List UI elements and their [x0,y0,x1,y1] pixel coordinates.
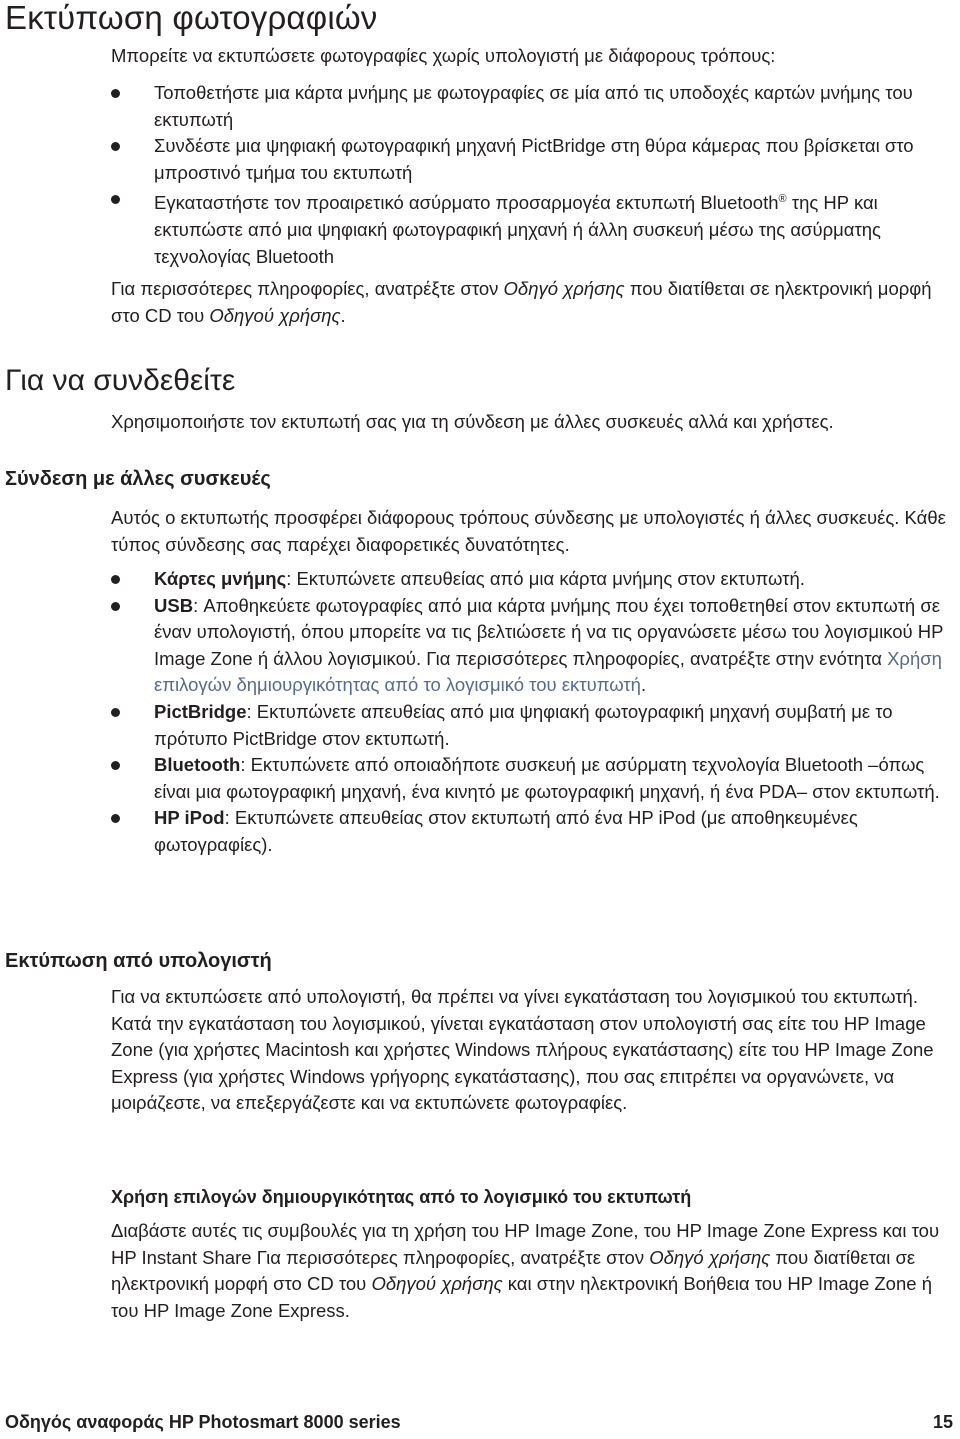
text: Για περισσότερες πληροφορίες, ανατρέξτε στον [111,278,504,299]
guide-title: Οδηγό χρήσης [649,1246,771,1268]
list-item [111,80,956,133]
creative-heading: Χρήση επιλογών δημιουργικότητας από το λογισμικό του εκτυπωτή [111,1187,692,1207]
bullet-text: Τοποθετήστε μια κάρτα μνήμης με φωτογραφίες σε μία από τις υποδοχές καρτών μνήμης του εκτυπωτή [154,82,913,130]
creative-options-link[interactable]: Χρήση επιλογών δημιουργικότητας από το λογισμικό του εκτυπωτή [154,647,942,696]
list-item [111,133,956,186]
intro-paragraph: Μπορείτε να εκτυπώσετε φωτογραφίες χωρίς υπολογιστή με διάφορους τρόπους: [111,45,776,66]
bullet-icon [111,575,120,584]
registered-mark: ® [778,193,787,206]
footer-title: Οδηγός αναφοράς HP Photosmart 8000 series [5,1412,401,1432]
page-number: 15 [933,1412,954,1432]
list-item [111,805,956,858]
bullet-icon [111,761,120,770]
term: USB [154,594,194,616]
bullet-icon [111,602,120,611]
text: και στην ηλεκτρονική Βοήθεια του HP Image Zone ή του HP Image Zone Express. [111,1273,932,1321]
connect-paragraph: Χρησιμοποιήστε τον εκτυπωτή σας για τη σύνδεση με άλλες συσκευές αλλά και χρήστες. [111,411,834,432]
bullet-icon [111,708,120,717]
list-item [111,593,956,699]
term: HP iPod [154,807,225,829]
bullet-text: Συνδέστε μια ψηφιακή φωτογραφική μηχανή PictBridge στη θύρα κάμερας που βρίσκεται στο μπροστινό τμήμα του εκτυπωτή [154,135,914,183]
computer-heading: Εκτύπωση από υπολογιστή [5,950,272,972]
bullet-icon [111,814,120,823]
guide-title: Οδηγό χρήσης [503,278,625,299]
list-item [111,699,956,752]
bullet-text: Εγκαταστήστε τον προαιρετικό ασύρματο προσαρμογέα εκτυπωτή Bluetooth [154,192,779,214]
more-info-paragraph [111,276,956,329]
text: . [340,304,346,326]
description-tail: . [640,674,647,696]
description: : Εκτυπώνετε απευθείας στον εκτυπωτή από ένα HP iPod (με αποθηκευμένες φωτογραφίες). [154,807,858,855]
guide-title: Οδηγού χρήσης [209,304,341,326]
bullet-icon [111,195,120,204]
description: : Εκτυπώνετε απευθείας από μια κάρτα μνήμης στον εκτυπωτή. [286,568,805,589]
intro-bullet-list [111,80,956,270]
list-item [111,566,956,593]
page-title: Εκτύπωση φωτογραφιών [5,0,378,36]
bullet-text-tail: της HP και εκτυπώστε από μια ψηφιακή φωτογραφική μηχανή ή άλλη συσκευή μέσω της ασύρματης τεχνολογίας Bluetooth [154,192,881,267]
devices-heading: Σύνδεση με άλλες συσκευές [5,468,271,490]
devices-list [111,566,956,859]
term: Bluetooth [154,754,241,776]
text: που διατίθεται σε ηλεκτρονική μορφή στο CD του [111,1246,916,1295]
bullet-icon [111,89,120,98]
list-item [111,186,956,270]
term: Κάρτες μνήμης [154,568,287,589]
guide-title: Οδηγού χρήσης [371,1273,503,1295]
computer-paragraph: Για να εκτυπώσετε από υπολογιστή, θα πρέπει να γίνει εγκατάσταση του λογισμικού του εκτυπωτή. Κατά την εγκατάσταση του λογισμικού, γίνεται εγκατάσταση στον υπολογιστή σας είτε του HP Image Zone (για χρήστες Macintosh και χρήστες Windows πλήρους εγκατάστασης) είτε του HP Image Zone Express (για χρήστες Windows γρήγορης εγκατάστασης), που σας επιτρέπει να οργανώνετε, να μοιράζεστε, να επεξεργάζεστε και να εκτυπώνετε φωτογραφίες. [111,986,934,1114]
devices-paragraph: Αυτός ο εκτυπωτής προσφέρει διάφορους τρόπους σύνδεσης με υπολογιστές ή άλλες συσκευές. Κάθε τύπος σύνδεσης σας παρέχει διαφορετικές δυνατότητες. [111,507,946,555]
description: : Εκτυπώνετε απευθείας από μια ψηφιακή φωτογραφική μηχανή συμβατή με το πρότυπο PictBridge στον εκτυπωτή. [154,700,893,749]
text: που διατίθεται σε ηλεκτρονική μορφή στο CD του [111,278,932,326]
list-item [111,752,956,805]
term: PictBridge [154,700,247,722]
text: Διαβάστε αυτές τις συμβουλές για τη χρήση του HP Image Zone, του HP Image Zone Express και του HP Instant Share Για περισσότερες πληροφορίες, ανατρέξτε στον [111,1220,940,1268]
creative-paragraph [111,1218,956,1324]
connect-heading: Για να συνδεθείτε [5,364,236,397]
description: : Αποθηκεύετε φωτογραφίες από μια κάρτα μνήμης που έχει τοποθετηθεί στον εκτυπωτή σε έναν υπολογιστή, όπου μπορείτε να τις βελτιώσετε ή να τις οργανώσετε μέσω του λογισμικού HP Image Zone ή άλλου λογισμικού. Για περισσότερες πληροφορίες, ανατρέξτε στην ενότητα [154,594,944,669]
description: : Εκτυπώνετε από οποιαδήποτε συσκευή με ασύρματη τεχνολογία Bluetooth –όπως είναι μια φωτογραφική μηχανή, ένα κινητό με φωτογραφική μηχανή, ή ένα PDA– στον εκτυπωτή. [154,754,940,802]
bullet-icon [111,142,120,151]
